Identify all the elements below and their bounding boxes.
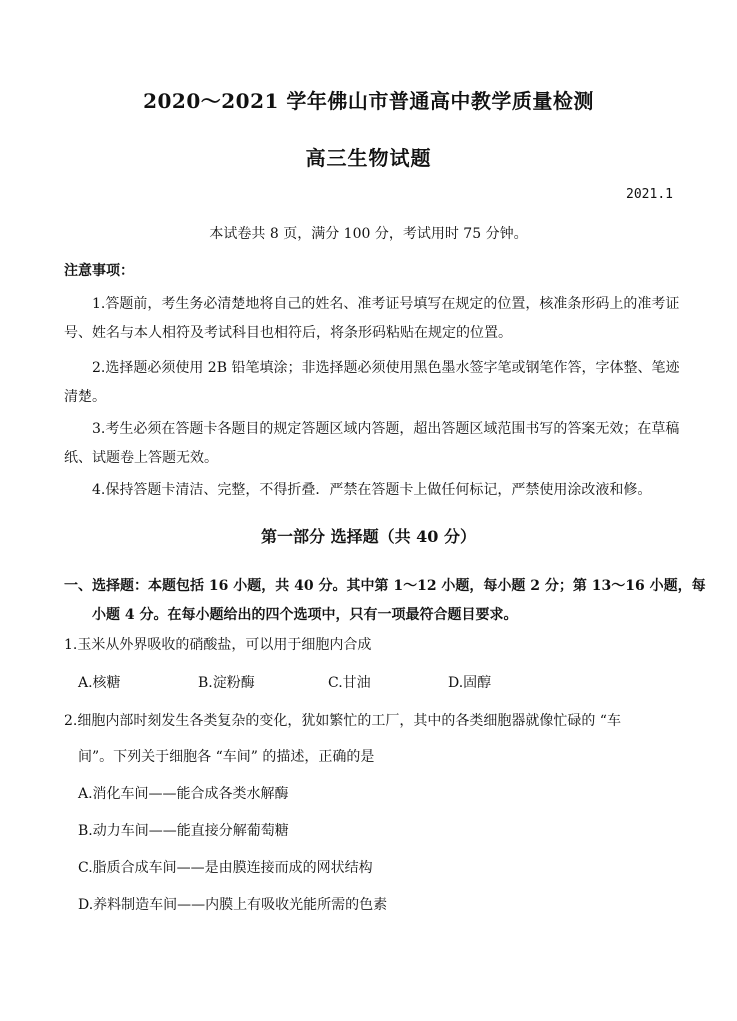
notice-item-2: 2.选择题必须使用 2B 铅笔填涂；非选择题必须使用黑色墨水签字笔或钢笔作答，字体整、笔迹清楚。 <box>64 360 680 405</box>
notice-item-1: 1.答题前，考生务必清楚地将自己的姓名、准考证号填写在规定的位置，核准条形码上的准考证号、姓名与本人相符及考试科目也相符后，将条形码粘贴在规定的位置。 <box>64 296 680 341</box>
question-1-option-a: A.核糖 <box>78 675 121 691</box>
question-1-option-d: D.固醇 <box>448 675 492 691</box>
question-2-stem-line-2: 间”。下列关于细胞各 “车间” 的描述，正确的是 <box>78 749 375 765</box>
question-2-option-d: D.养料制造车间——内膜上有吸收光能所需的色素 <box>78 897 388 913</box>
exam-subtitle: 高三生物试题 <box>305 146 432 170</box>
section-instructions: 一、选择题：本题包括 16 小题，共 40 分。其中第 1～12 小题，每小题 2 分；第 13～16 小题，每小题 4 分。在每小题给出的四个选项中，只有一项最符合题目要求。 <box>64 578 706 623</box>
question-1-option-b: B.淀粉酶 <box>198 675 255 691</box>
question-2-option-b: B.动力车间——能直接分解葡萄糖 <box>78 823 289 839</box>
question-2-option-c: C.脂质合成车间——是由膜连接而成的网状结构 <box>78 860 373 876</box>
exam-date: 2021.1 <box>626 187 673 202</box>
question-2-stem-line-1: 2.细胞内部时刻发生各类复杂的变化，犹如繁忙的工厂，其中的各类细胞器就像忙碌的 “车 <box>64 713 621 729</box>
notice-item-3: 3.考生必须在答题卡各题目的规定答题区域内答题，超出答题区域范围书写的答案无效；在草稿纸、试题卷上答题无效。 <box>64 421 680 466</box>
exam-info: 本试卷共 8 页，满分 100 分，考试用时 75 分钟。 <box>209 226 528 242</box>
question-1-stem: 1.玉米从外界吸收的硝酸盐，可以用于细胞内合成 <box>64 637 372 653</box>
exam-title: 2020～2021 学年佛山市普通高中教学质量检测 <box>143 89 594 113</box>
section-title: 第一部分 选择题（共 40 分） <box>261 527 476 546</box>
notice-title: 注意事项： <box>64 263 134 279</box>
notice-item-4: 4.保持答题卡清洁、完整，不得折叠．严禁在答题卡上做任何标记，严禁使用涂改液和修。 <box>92 482 652 498</box>
question-2-option-a: A.消化车间——能合成各类水解酶 <box>78 786 289 802</box>
question-1-option-c: C.甘油 <box>328 675 371 691</box>
